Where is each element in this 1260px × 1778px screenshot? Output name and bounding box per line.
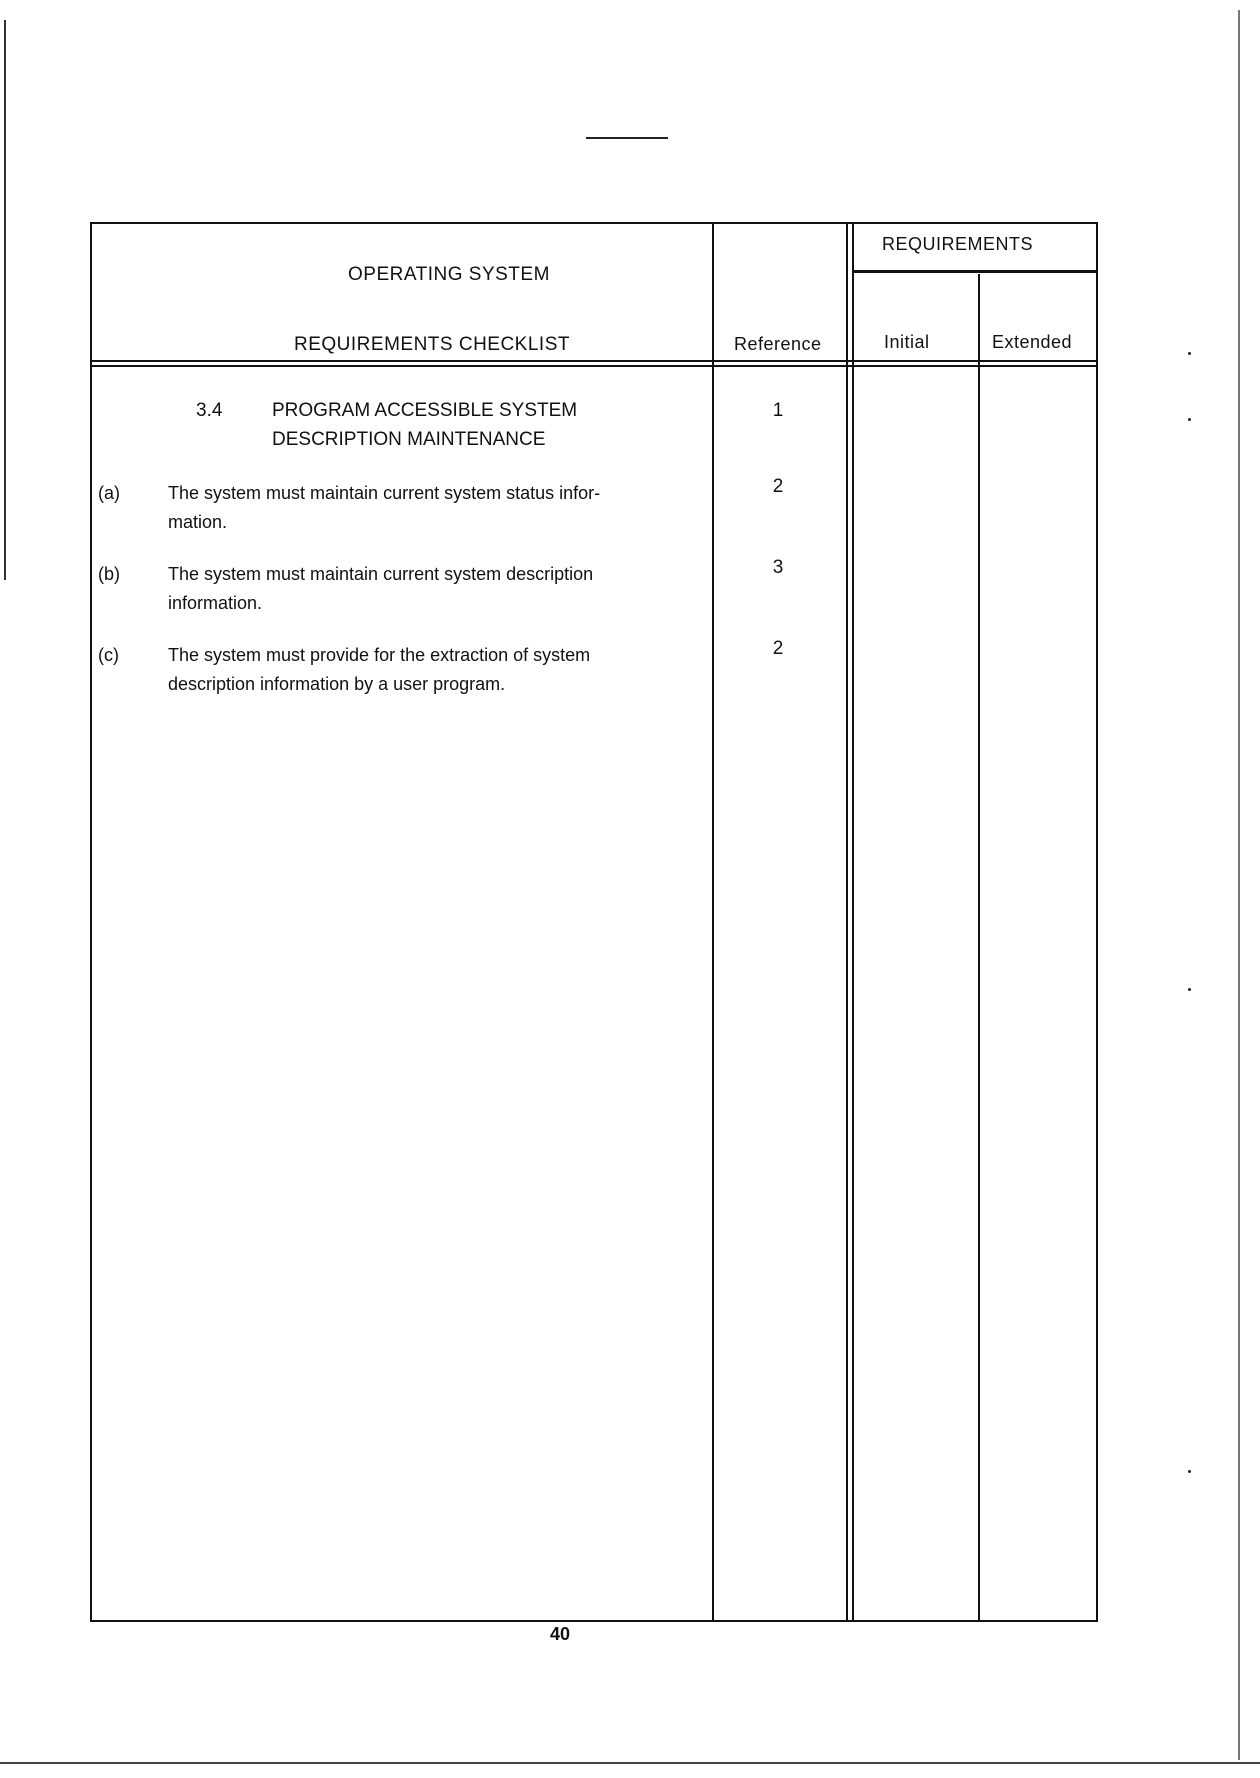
- section-reference: 1: [772, 400, 784, 421]
- section-title-line2: DESCRIPTION MAINTENANCE: [272, 429, 546, 450]
- item-reference: 2: [772, 476, 784, 497]
- item-reference: 2: [772, 638, 784, 659]
- item-text-line1: The system must provide for the extraction of system: [168, 645, 591, 665]
- column-divider-extended: [978, 274, 980, 1620]
- initial-header: Initial: [884, 332, 930, 352]
- scan-edge-left: [4, 20, 6, 580]
- margin-dot: [1188, 418, 1191, 421]
- requirements-header: REQUIREMENTS: [882, 234, 1034, 254]
- item-marker: (c): [98, 645, 119, 665]
- item-marker: (b): [98, 564, 120, 584]
- section-number: 3.4: [196, 400, 223, 421]
- column-divider-reference: [712, 224, 714, 1620]
- requirements-checklist-table: [90, 222, 1098, 1622]
- column-divider-requirements-a: [846, 224, 848, 1620]
- margin-dot: [1188, 1470, 1191, 1473]
- item-text-line2: description information by a user program.: [168, 674, 506, 694]
- item-reference: 3: [772, 557, 784, 578]
- item-text-line2: information.: [168, 593, 263, 613]
- section-title-line1: PROGRAM ACCESSIBLE SYSTEM: [272, 400, 578, 421]
- extended-header: Extended: [992, 332, 1073, 352]
- requirements-subheader-rule: [852, 270, 1096, 273]
- margin-dot: [1188, 352, 1191, 355]
- page-number: 40: [549, 1624, 571, 1644]
- scan-edge-right: [1238, 10, 1240, 1760]
- checklist-title-line2: REQUIREMENTS CHECKLIST: [294, 334, 570, 355]
- item-marker: (a): [98, 483, 120, 503]
- item-text-line1: The system must maintain current system status infor-: [168, 483, 601, 503]
- margin-dot: [1188, 988, 1191, 991]
- item-text-line2: mation.: [168, 512, 228, 532]
- header-rule-b: [92, 365, 1096, 367]
- scan-edge-bottom: [0, 1762, 1260, 1764]
- header-rule: [586, 137, 668, 139]
- header-rule-a: [92, 360, 1096, 362]
- item-text-line1: The system must maintain current system description: [168, 564, 594, 584]
- reference-header: Reference: [734, 334, 822, 354]
- checklist-title-line1: OPERATING SYSTEM: [348, 264, 550, 285]
- column-divider-requirements-b: [852, 224, 854, 1620]
